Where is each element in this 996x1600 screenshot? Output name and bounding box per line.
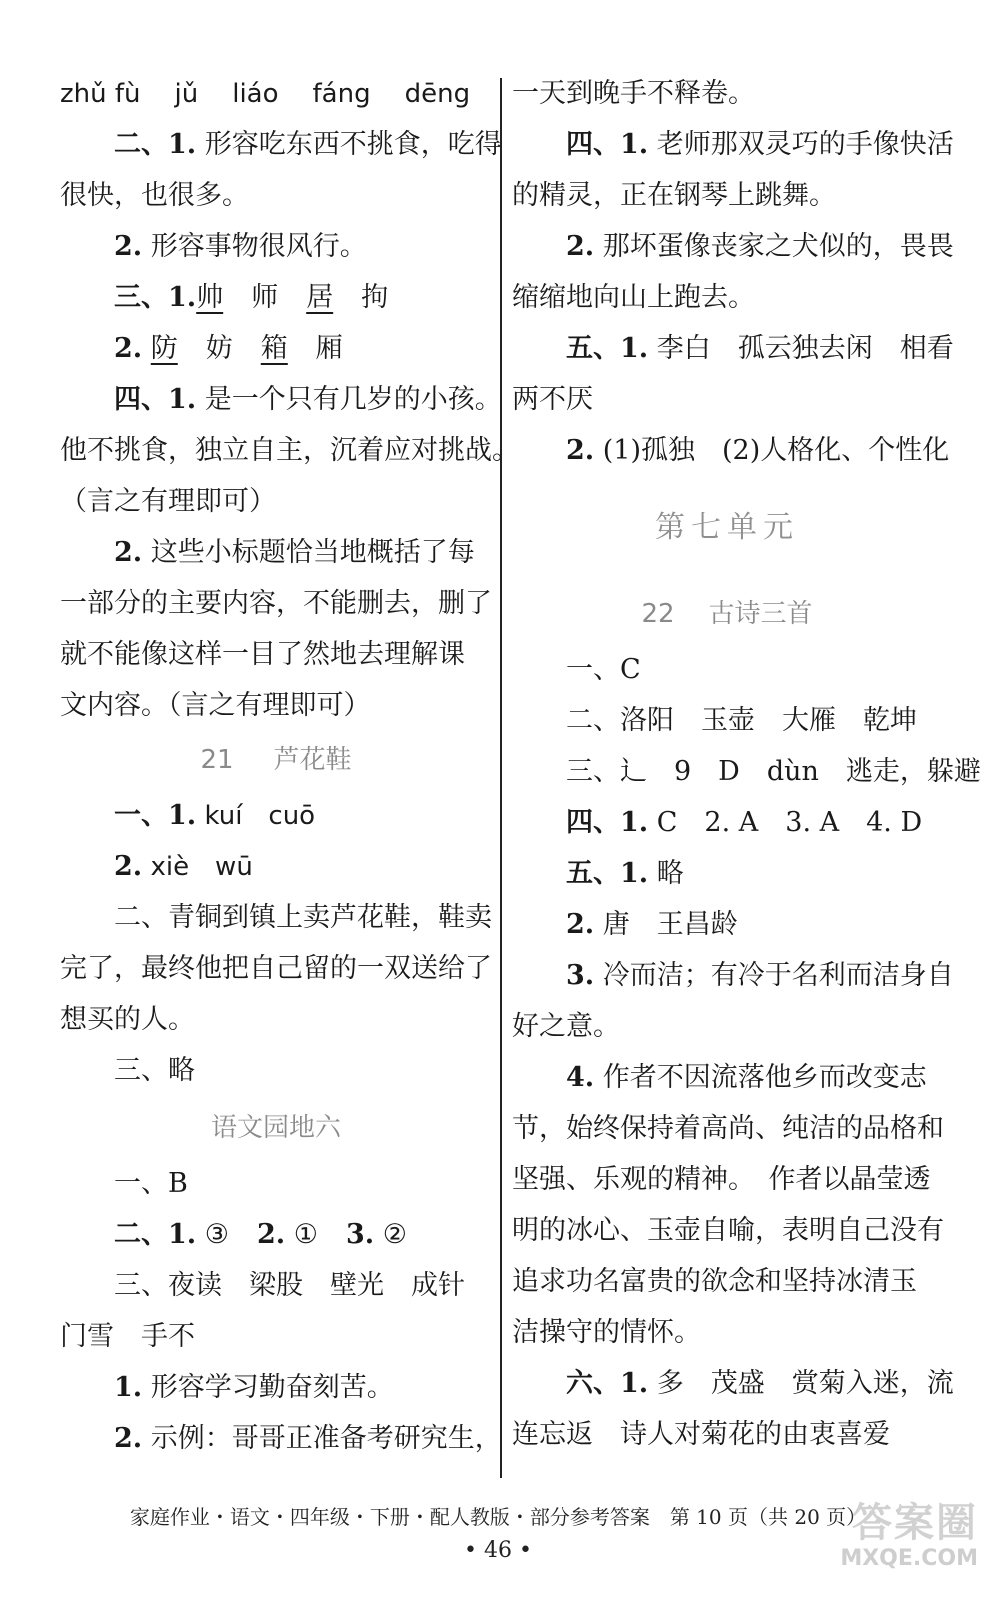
answer-line: 追求功名富贵的欲念和坚持冰清玉 [512,1266,917,1297]
answer-line [512,856,942,892]
answer-line [512,433,950,469]
answer-line [60,798,492,834]
item-label: 五、1. [566,333,649,364]
item-label: 2. [566,231,595,262]
answer-line [60,1370,492,1406]
answer-line [512,331,954,367]
answer-text: ② [374,1219,407,1250]
underlined-char: 居 [306,282,334,313]
item-label: 2. [566,909,595,940]
answer-text: 是一个只有几岁的小孩。 [196,384,502,415]
answer-line [512,907,942,943]
item-label: 4. [566,1062,595,1093]
watermark-bottom: MXQE.COM [840,1546,978,1571]
item-label: 二、1. [114,129,197,160]
pinyin-item: fáng [312,79,371,109]
answer-line [60,849,492,885]
page-number: • 46 • [464,1538,532,1563]
answer-line [512,127,954,163]
answer-line: 文内容。（言之有理即可） [60,690,371,721]
answer-line: 一天到晚手不释卷。 [512,78,755,109]
pinyin-item: dēng [404,79,471,109]
pinyin-item: zhǔ fù [60,79,141,109]
item-label: 2. [114,231,143,262]
item-label: 四、1. [566,129,649,160]
answer-text: 老师那双灵巧的手像快活 [648,129,954,160]
item-label: 五、1. [566,858,649,889]
answer-line: 门雪 手不 [60,1321,195,1352]
item-label: 2. [256,1219,286,1250]
answer-line: 很快，也很多。 [60,180,249,211]
answer-text: 略 [648,858,684,889]
answer-line: 完了，最终他把自己留的一双送给了 [60,953,492,984]
answer-line: 三、略 [114,1055,195,1086]
lesson-21-heading [60,742,492,778]
answer-line: 二、洛阳 玉壶 大雁 乾坤 [566,705,917,736]
item-label: 3. [345,1219,375,1250]
answer-line [512,805,942,841]
item-label: 2. [114,851,143,882]
answer-line [60,280,492,316]
lesson-title: 芦花鞋 [273,745,352,775]
answer-char: 师 [251,282,279,313]
item-label: 四、1. [566,807,649,838]
underlined-char: 帅 [196,282,224,313]
watermark-top: 答案圈 [852,1500,978,1546]
underlined-char: 箱 [260,333,288,364]
garden-6-heading: 语文园地六 [210,1113,341,1143]
item-label: 1. [114,1372,143,1403]
answer-line: 的精灵，正在钢琴上跳舞。 [512,180,836,211]
lesson-number: 21 [200,745,234,775]
answer-line: 缩缩地向山上跑去。 [512,282,755,313]
answer-line: 他不挑食，独立自主，沉着应对挑战。 [60,435,519,466]
answer-line: 节，始终保持着高尚、纯洁的品格和 [512,1113,944,1144]
item-label: 四、1. [114,384,197,415]
answer-text: 冷而洁；有冷于名利而洁身自 [594,960,954,991]
answer-line: 连忘返 诗人对菊花的由衷喜爱 [512,1419,890,1450]
pinyin-answer: xiè wū [142,852,253,882]
unit-7-heading: 第七单元 [655,510,799,545]
answer-char: 厢 [315,333,343,364]
answer-text: 形容吃东西不挑食，吃得 [196,129,502,160]
answer-line: 坚强、乐观的精神。 作者以晶莹透 [512,1164,931,1195]
item-label: 2. [566,435,595,466]
watermark-logo [828,1500,978,1592]
answer-line [512,1366,954,1402]
answer-char: 拘 [361,282,389,313]
answer-text: ③ [196,1219,229,1250]
answer-line: 好之意。 [512,1011,620,1042]
item-label: 2. [114,537,143,568]
pinyin-line [60,76,492,112]
answer-text: (1)孤独 (2)人格化、个性化 [594,435,950,466]
underlined-char: 防 [150,333,178,364]
lesson-22-heading [512,596,942,632]
answer-line [60,331,492,367]
answer-text: 李白 孤云独去闲 相看 [648,333,954,364]
item-label: 2. [114,1423,143,1454]
item-label: 二、1. [114,1219,197,1250]
answer-line [60,1217,492,1253]
lesson-number: 22 [641,599,675,629]
answer-line [60,229,492,265]
pinyin-item: jǔ [174,79,199,109]
answer-text: 唐 王昌龄 [594,909,738,940]
pinyin-item: liáo [232,79,279,109]
answer-text: 作者不因流落他乡而改变志 [594,1062,927,1093]
answer-line: 二、青铜到镇上卖芦花鞋，鞋卖 [114,902,492,933]
answer-line: 三、辶 9 D dùn 逃走，躲避 [566,756,981,787]
answer-line: 想买的人。 [60,1004,195,1035]
item-label: 3. [566,960,595,991]
answer-line: 洁操守的情怀。 [512,1317,701,1348]
answer-line [60,1421,502,1457]
pinyin-answer: kuí cuō [196,801,316,831]
answer-text: 这些小标题恰当地概括了每 [142,537,475,568]
answer-line [512,229,954,265]
answer-line: 一、B [114,1168,188,1199]
answer-line: 就不能像这样一目了然地去理解课 [60,639,465,670]
item-label: 三、1. [114,282,197,313]
page-footer: 家庭作业・语文・四年级・下册・配人教版・部分参考答案 第 10 页（共 20 页） [129,1505,867,1529]
answer-line: 明的冰心、玉壶自喻，表明自己没有 [512,1215,944,1246]
column-divider [500,78,502,1478]
answer-text: 那坏蛋像丧家之犬似的，畏畏 [594,231,954,262]
answer-line [60,127,502,163]
answer-line: 一部分的主要内容，不能删去，删了 [60,588,492,619]
item-label: 一、1. [114,800,197,831]
lesson-title: 古诗三首 [708,599,813,629]
answer-text: C 2. A 3. A 4. D [648,807,923,838]
item-label: 六、1. [566,1368,649,1399]
answer-text: 形容学习勤奋刻苦。 [142,1372,394,1403]
answer-line [512,1060,942,1096]
answer-text: 多 茂盛 赏菊入迷，流 [648,1368,954,1399]
answer-line [512,958,954,994]
answer-line: 两不厌 [512,384,593,415]
item-label: 2. [114,333,143,364]
answer-line: （言之有理即可） [60,486,276,517]
answer-line: 一、C [566,654,641,685]
answer-text: 形容事物很风行。 [142,231,367,262]
answer-line [60,535,492,571]
answer-text: 示例：哥哥正准备考研究生， [142,1423,502,1454]
answer-line [60,382,502,418]
answer-char: 妨 [205,333,233,364]
answer-text: ① [285,1219,318,1250]
answer-line: 三、夜读 梁股 壁光 成针 [114,1270,465,1301]
